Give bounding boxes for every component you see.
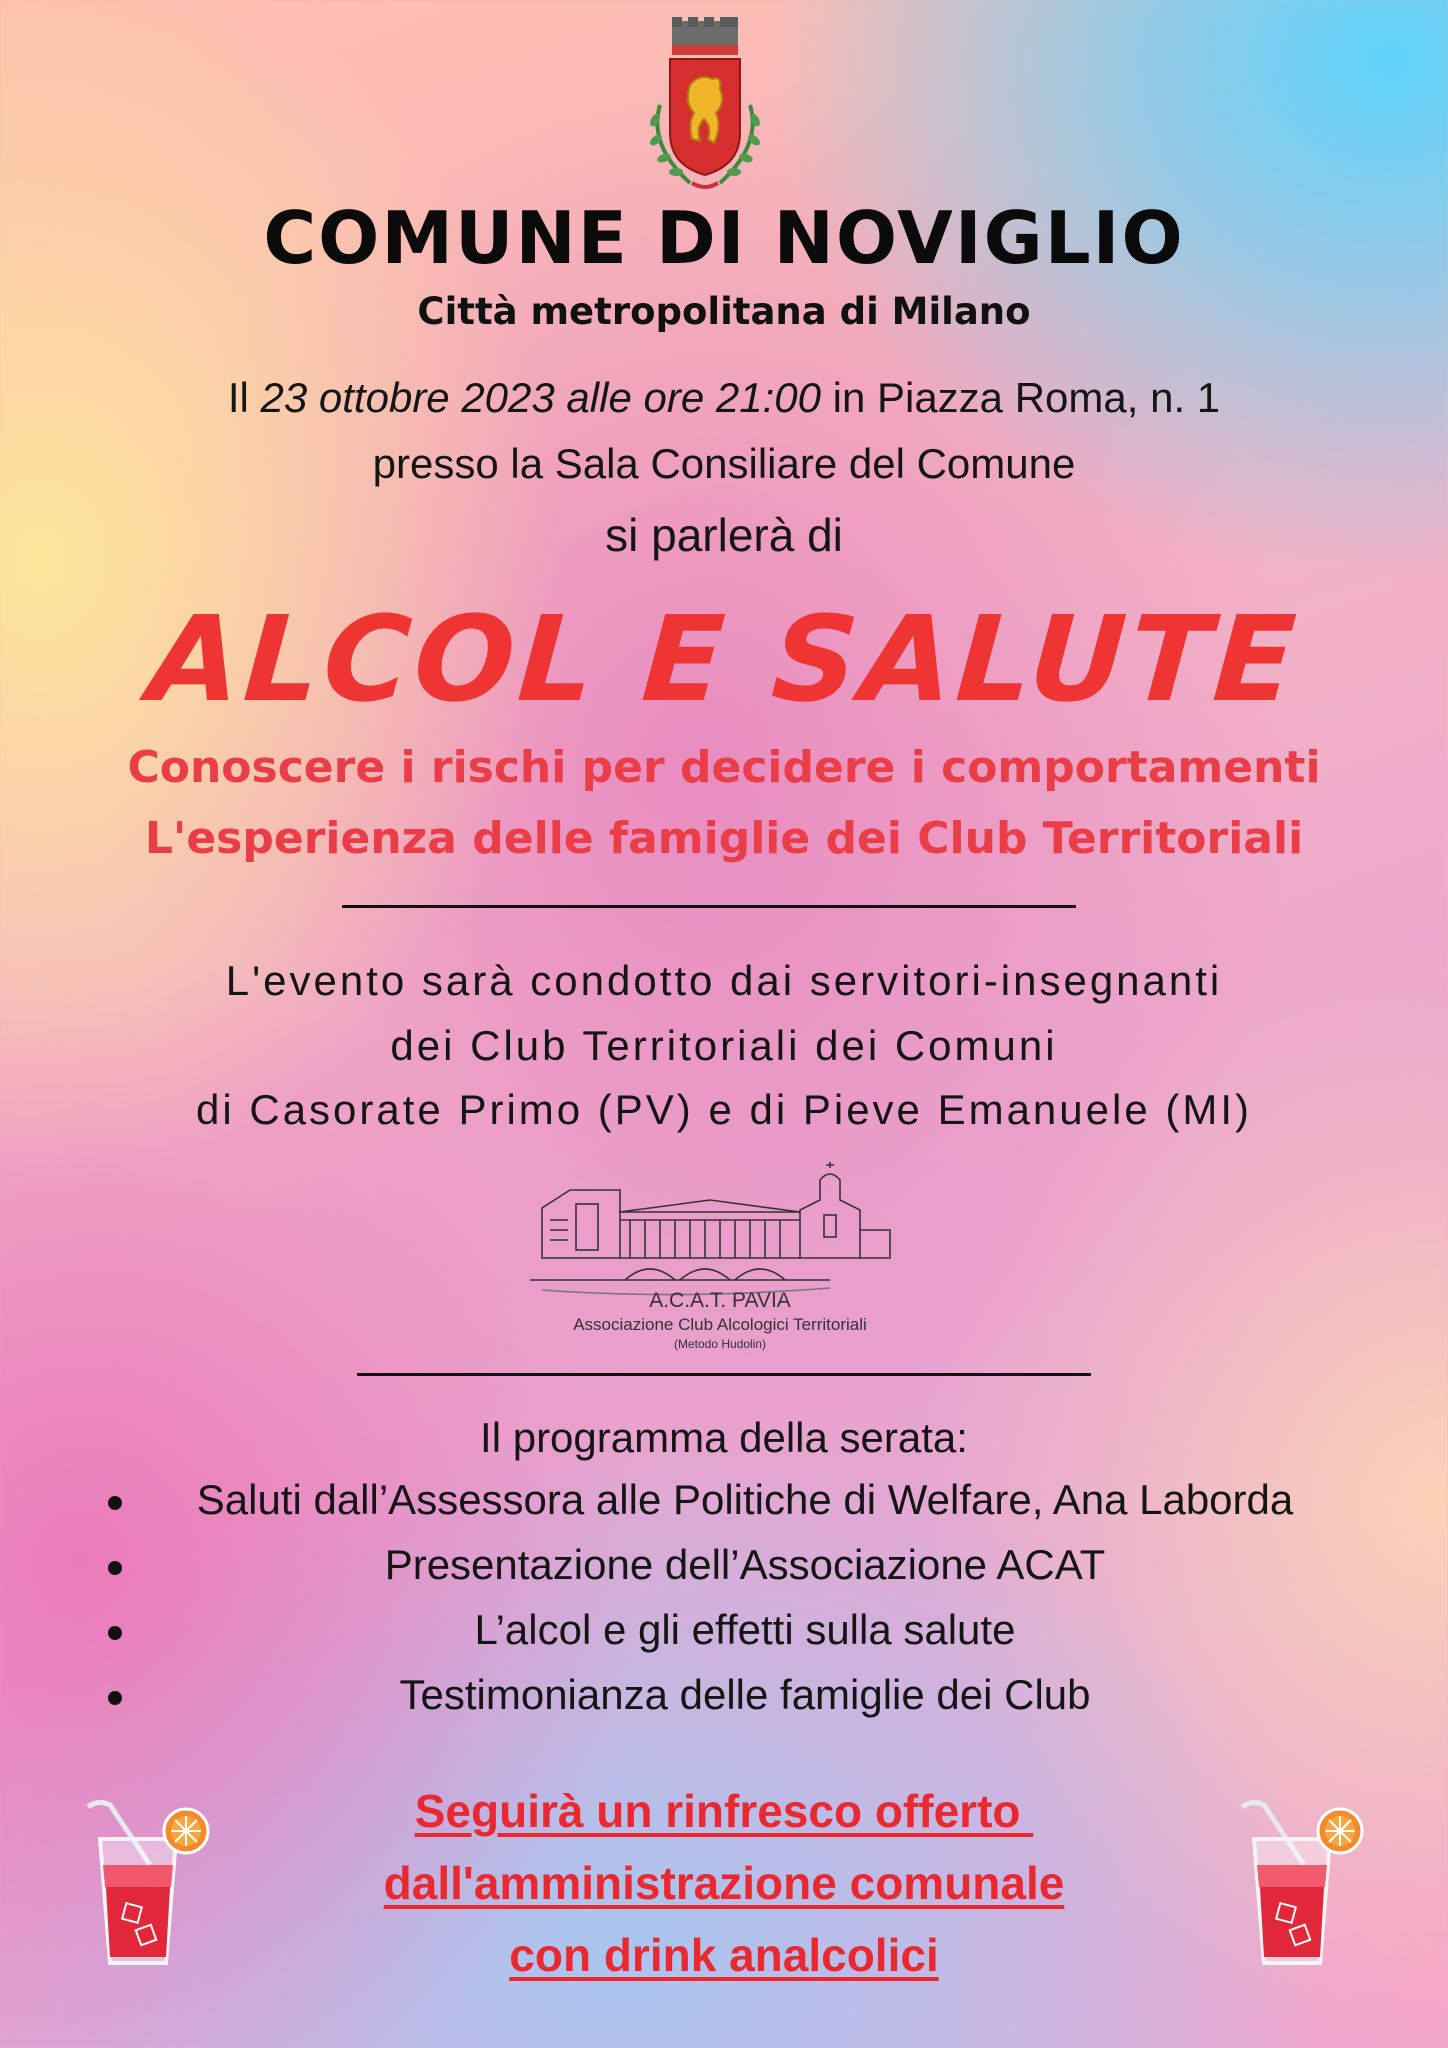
list-item (0, 1476, 1448, 1536)
event-tagline-2: L'esperienza delle famiglie dei Club Territoriali (144, 813, 1304, 864)
coat-of-arms-icon (630, 15, 780, 205)
programme-item: L’alcol e gli effetti sulla salute (474, 1606, 1016, 1653)
programme-title: Il programma della serata: (480, 1414, 968, 1461)
acat-method: (Metodo Hudolin) (673, 1337, 767, 1351)
event-venue-line: presso la Sala Consiliare del Comune (372, 440, 1076, 487)
list-item (0, 1541, 1448, 1601)
event-topic-intro: si parlerà di (605, 509, 843, 561)
conductors-line-3: di Casorate Primo (PV) e di Pieve Emanuele (MI) (196, 1086, 1252, 1133)
event-datetime: 23 ottobre 2023 alle ore 21:00 (260, 374, 821, 421)
closing-line-2: dall'amministrazione comunale (383, 1857, 1065, 1909)
bullet-icon (108, 1626, 122, 1640)
conductors-line-2: dei Club Territoriali dei Comuni (390, 1022, 1058, 1069)
event-tagline-1: Conoscere i rischi per decidere i comportamenti (127, 742, 1321, 793)
bullet-icon (108, 1496, 122, 1510)
page-subtitle: Città metropolitana di Milano (417, 290, 1031, 333)
acat-name: A.C.A.T. PAVIA (649, 1289, 791, 1312)
bullet-icon (108, 1561, 122, 1575)
programme-item: Saluti dall’Assessora alle Politiche di Welfare, Ana Laborda (196, 1476, 1294, 1523)
list-item (0, 1671, 1448, 1731)
bullet-icon (108, 1691, 122, 1705)
event-date-line: Il 23 ottobre 2023 alle ore 21:00 in Piazza Roma, n. 1 (227, 374, 1221, 421)
divider (357, 1373, 1091, 1376)
programme-item: Presentazione dell’Associazione ACAT (384, 1541, 1106, 1588)
acat-logo (530, 1160, 910, 1355)
divider (342, 905, 1076, 908)
programme-item: Testimonianza delle famiglie dei Club (399, 1671, 1091, 1718)
conductors-line-1: L'evento sarà condotto dai servitori-insegnanti (225, 957, 1223, 1004)
closing-line-1: Seguirà un rinfresco offerto (414, 1785, 1034, 1837)
closing-line-3: con drink analcolici (509, 1929, 939, 1981)
page-title: COMUNE DI NOVIGLIO (263, 196, 1185, 280)
acat-full-name: Associazione Club Alcologici Territoriali (573, 1315, 867, 1334)
event-headline: ALCOL E SALUTE (144, 590, 1304, 728)
list-item (0, 1606, 1448, 1666)
